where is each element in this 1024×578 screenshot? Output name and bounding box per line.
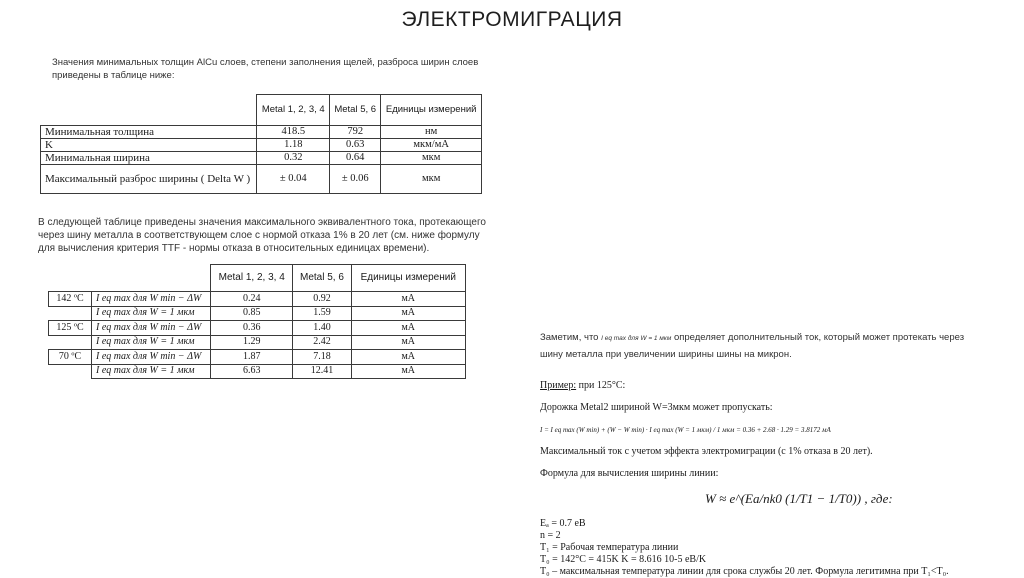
table-row: [41, 152, 482, 165]
row-label: K: [41, 139, 257, 152]
note-text-a: Заметим, что: [540, 332, 599, 343]
table-row: [49, 321, 466, 336]
intro-paragraph-1: Значения минимальных толщин AlCu слоев, степени заполнения щелей, разброса ширин слоев приведены в таблице ниже:: [52, 57, 479, 81]
cell-metal5: 0.63: [330, 139, 381, 152]
cell-metal5: 7.18: [293, 350, 351, 365]
cell-unit: мА: [351, 292, 465, 307]
example-line-1: Дорожка Metal2 шириной W=3мкм может пропускать:: [540, 402, 773, 413]
cell-metal1: 0.36: [211, 321, 293, 336]
table-row: [49, 306, 466, 321]
note-formula: I eq max для W = 1 мкм: [601, 335, 672, 342]
cell-metal5: 0.92: [293, 292, 351, 307]
cell-metal1: 0.85: [211, 306, 293, 321]
cell-metal1: 418.5: [257, 126, 330, 139]
cell-unit: мкм/мА: [381, 139, 482, 152]
cell-metal1: 1.87: [211, 350, 293, 365]
cell-metal5: 12.41: [293, 364, 351, 379]
temperature-cell: [49, 335, 92, 350]
table-row: [49, 292, 466, 307]
table-row: [41, 165, 482, 194]
note-text-c: определяет дополнительный ток, который может протекать через шину металла при увеличении ширины шины на микрон.: [540, 332, 965, 360]
cell-unit: мА: [351, 335, 465, 350]
cell-unit: мА: [351, 321, 465, 336]
table-row: [41, 139, 482, 152]
table2-header-units: Единицы измерений: [351, 265, 465, 292]
example-heading-rest: при 125°C:: [576, 380, 626, 391]
table-row: [49, 350, 466, 365]
table2-header-empty-1: [49, 265, 92, 292]
condition-cell: I eq max для W = 1 мкм: [92, 364, 211, 379]
list-item: Eₐ = 0.7 eB: [540, 518, 586, 529]
cell-metal5: 1.59: [293, 306, 351, 321]
table2-header-metal5: Metal 5, 6: [293, 265, 351, 292]
cell-metal1: ± 0.04: [257, 165, 330, 194]
width-formula: W ≈ e^(Ea/nk0 (1/T1 − 1/T0)) , где:: [705, 491, 893, 506]
cell-unit: мкм: [381, 165, 482, 194]
table2-header-empty-2: [92, 265, 211, 292]
slide-title: ЭЛЕКТРОМИГРАЦИЯ: [401, 8, 623, 31]
cell-metal5: 0.64: [330, 152, 381, 165]
list-item: T₁ = Рабочая температура линии: [540, 542, 679, 553]
cell-metal1: 1.29: [211, 335, 293, 350]
row-label: Минимальная ширина: [41, 152, 257, 165]
list-item: n = 2: [540, 530, 561, 541]
table-row: [49, 335, 466, 350]
table-row: [49, 364, 466, 379]
temperature-cell: 125 ºC: [49, 321, 92, 336]
table-row: [41, 126, 482, 139]
table1-header-empty: [41, 95, 257, 126]
condition-cell: I eq max для W min − ΔW: [92, 292, 211, 307]
cell-metal1: 6.63: [211, 364, 293, 379]
cell-metal5: 792: [330, 126, 381, 139]
temperature-cell: [49, 364, 92, 379]
cell-metal1: 1.18: [257, 139, 330, 152]
cell-unit: мА: [351, 350, 465, 365]
max-current-table: [48, 264, 466, 379]
table1-header-metal5: Metal 5, 6: [330, 95, 381, 126]
example-heading: Пример:: [540, 380, 577, 391]
cell-metal5: 1.40: [293, 321, 351, 336]
intro-paragraph-2: В следующей таблице приведены значения максимального эквивалентного тока, протекающего через шину металла в соответствующем слое с нормой отказа 1% в 20 лет (см. ниже формулу для вычисления критерия TTF - нормы отказа в относительных единицах времени).: [38, 217, 486, 254]
row-label: Минимальная толщина: [41, 126, 257, 139]
table1-header-metal1: Metal 1, 2, 3, 4: [257, 95, 330, 126]
condition-cell: I eq max для W = 1 мкм: [92, 335, 211, 350]
cell-unit: нм: [381, 126, 482, 139]
cell-unit: мА: [351, 364, 465, 379]
table1-header-units: Единицы измерений: [381, 95, 482, 126]
example-block: [540, 370, 990, 578]
note-paragraph: [540, 330, 980, 363]
row-label: Максимальный разброс ширины ( Delta W ): [41, 165, 257, 194]
list-item: T₀ = 142°C = 415K K = 8.616 10-5 eB/K: [540, 554, 707, 565]
cell-metal1: 0.32: [257, 152, 330, 165]
list-item: T₀ – максимальная температура линии для срока службы 20 лет. Формула легитимна при T₁<T₀.: [540, 566, 949, 577]
cell-unit: мкм: [381, 152, 482, 165]
condition-cell: I eq max для W min − ΔW: [92, 321, 211, 336]
example-line-3: Формула для вычисления ширины линии:: [540, 468, 719, 479]
condition-cell: I eq max для W = 1 мкм: [92, 306, 211, 321]
temperature-cell: 142 ºC: [49, 292, 92, 307]
temperature-cell: 70 ºC: [49, 350, 92, 365]
parameter-list: [540, 518, 990, 578]
cell-metal1: 0.24: [211, 292, 293, 307]
layer-parameters-table: [40, 94, 482, 194]
current-formula: I = I eq max (W min) + (W − W min) · I eq max (W = 1 мкм) / 1 мкм = 0.36 + 2.68 · 1.29 = 3.8172 мА: [540, 426, 831, 434]
temperature-cell: [49, 306, 92, 321]
table2-header-metal1: Metal 1, 2, 3, 4: [211, 265, 293, 292]
cell-metal5: ± 0.06: [330, 165, 381, 194]
cell-metal5: 2.42: [293, 335, 351, 350]
cell-unit: мА: [351, 306, 465, 321]
example-line-2: Максимальный ток с учетом эффекта электромиграции (с 1% отказа в 20 лет).: [540, 446, 873, 457]
condition-cell: I eq max для W min − ΔW: [92, 350, 211, 365]
